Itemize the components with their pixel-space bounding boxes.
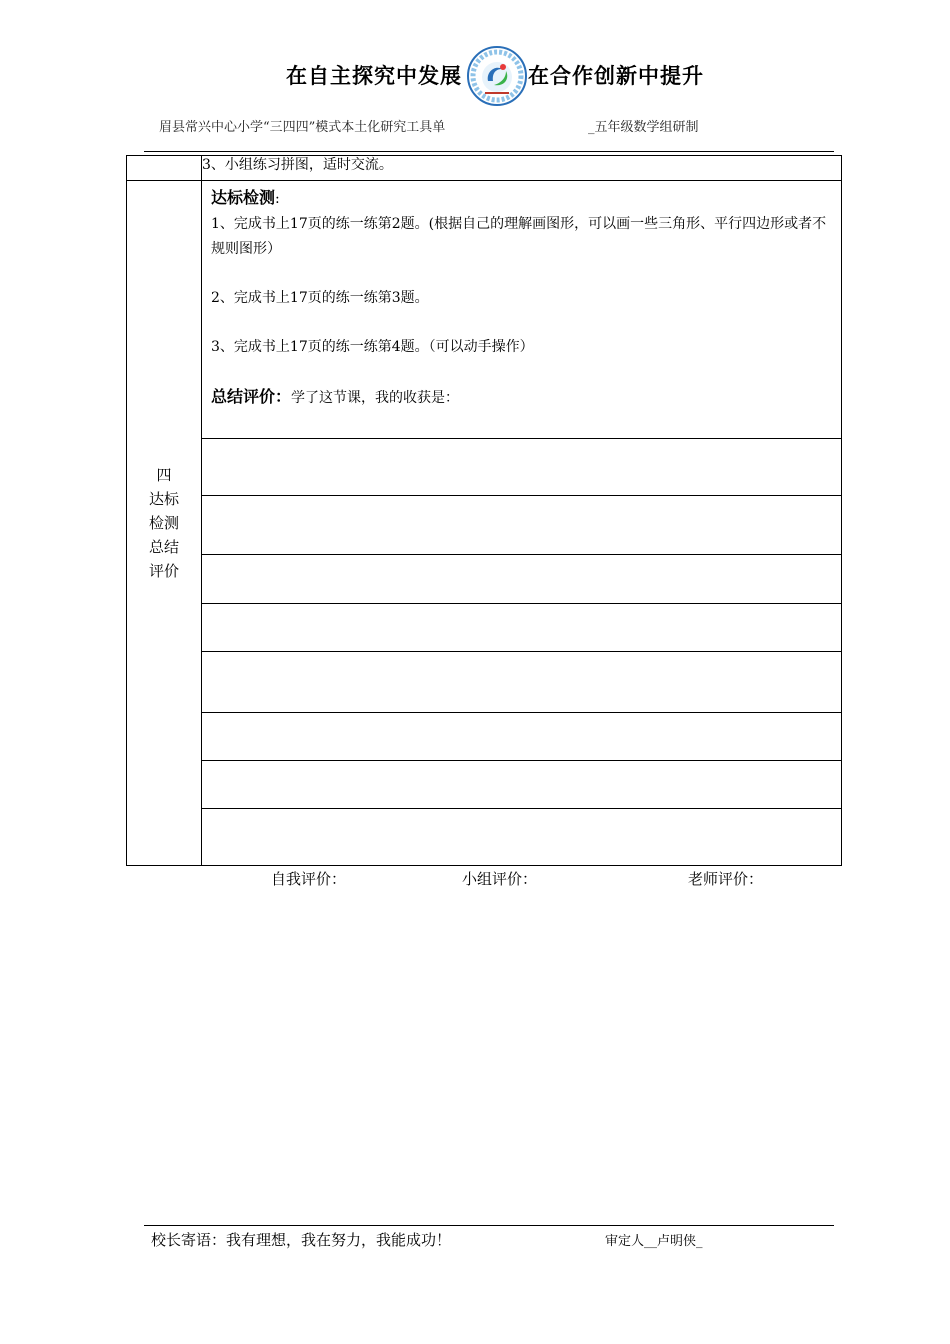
test-heading-line: [211, 185, 833, 212]
group-evaluation-label: 小组评价：: [462, 870, 538, 888]
step3-text: 3、小组练习拼图，适时交流。: [202, 156, 842, 181]
table-row: [127, 181, 842, 866]
test-item-2: 2、完成书上17页的练一练第3题。: [211, 290, 429, 306]
writing-line[interactable]: [202, 603, 841, 651]
writing-line[interactable]: [202, 554, 841, 603]
title-right: 在合作创新中提升: [528, 64, 704, 88]
section-label-line: 四: [156, 466, 172, 484]
table-row: [127, 156, 842, 181]
self-evaluation-label: 自我评价：: [271, 870, 347, 888]
footer-divider: [144, 1225, 834, 1226]
test-item-1: 1、完成书上17页的练一练第2题。(根据自己的理解画图形，可以画一些三角形、平行四边形或者不规则图形）: [211, 216, 827, 257]
test-item-3: 3、完成书上17页的练一练第4题。（可以动手操作）: [211, 339, 534, 355]
writing-line[interactable]: [202, 808, 841, 865]
teacher-evaluation-label: 老师评价：: [688, 870, 764, 888]
subtitle-right: _五年级数学组研制: [588, 120, 699, 135]
reviewer: 审定人__卢明侠_: [605, 1234, 703, 1249]
empty-cell: [127, 156, 202, 181]
section-label: [127, 181, 202, 866]
school-logo-icon: [466, 45, 528, 107]
content-cell: [202, 181, 842, 866]
section-label-line: 检测: [148, 514, 179, 532]
summary-text: 学了这节课，我的收获是：: [291, 390, 460, 406]
test-content: [202, 181, 841, 438]
test-heading: 达标检测: [211, 188, 276, 207]
summary-heading: 总结评价：: [211, 387, 292, 406]
summary-line: [211, 384, 833, 411]
subtitle-left: 眉县常兴中心小学“三四四”模式本土化研究工具单: [159, 120, 446, 135]
title-left: 在自主探究中发展: [286, 64, 462, 88]
section-label-line: 评价: [148, 562, 179, 580]
writing-line[interactable]: [202, 651, 841, 712]
writing-line[interactable]: [202, 712, 841, 760]
writing-line[interactable]: [202, 438, 841, 495]
section-label-line: 总结: [148, 538, 179, 556]
worksheet-table: [126, 155, 842, 866]
header-divider: [144, 151, 834, 152]
test-heading-colon: :: [275, 191, 280, 207]
principal-motto: 校长寄语：我有理想，我在努力，我能成功！: [151, 1231, 452, 1249]
writing-line[interactable]: [202, 495, 841, 554]
writing-line[interactable]: [202, 760, 841, 808]
section-label-line: 达标: [148, 490, 179, 508]
